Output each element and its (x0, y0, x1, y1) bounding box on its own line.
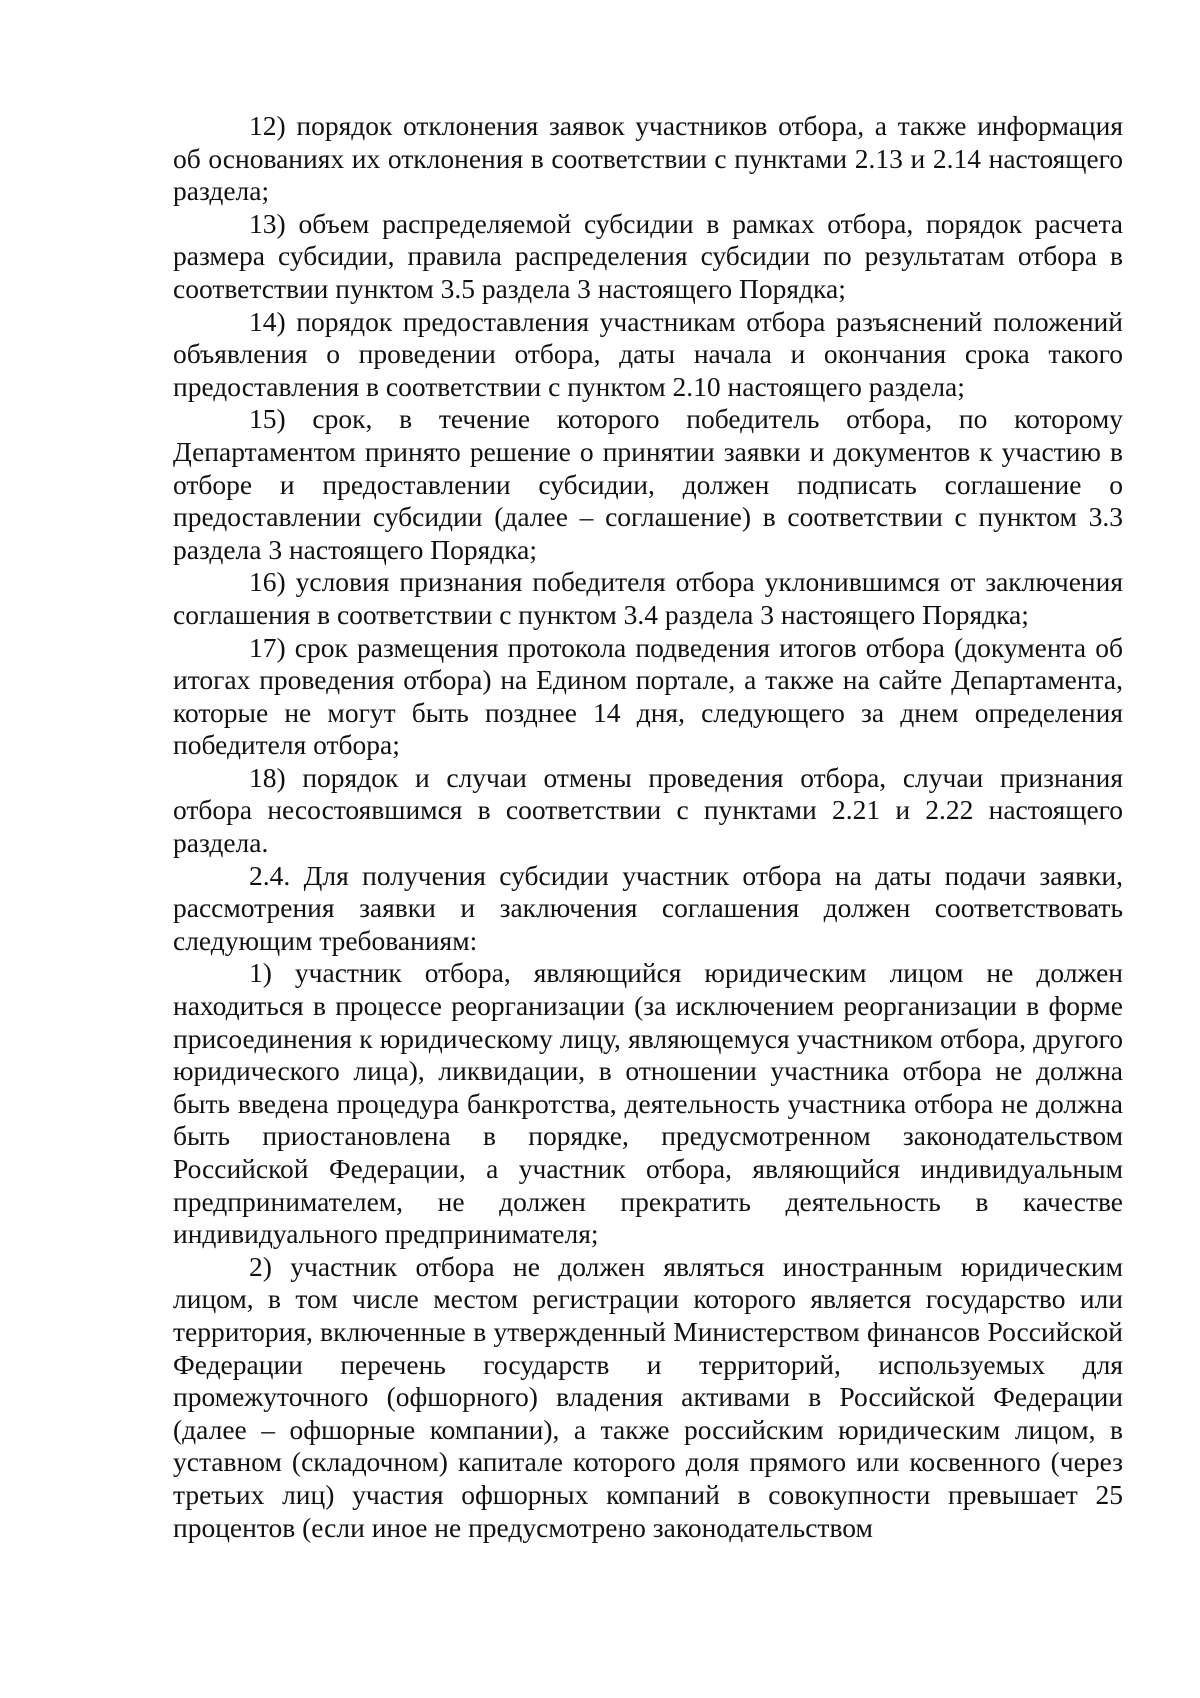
document-page (173, 110, 1123, 1544)
requirement-item-1: 1) участник отбора, являющийся юридическим лицом не должен находиться в процессе реорганизации (за исключением реорганизации в форме присоединения к юридическому лицу, являющемуся участником отбора, другого юридического лица), ликвидации, в отношении участника отбора не должна быть введена процедура банкротства, деятельность участника отбора не должна быть приостановлена в порядке, предусмотренном законодательством Российской Федерации, а участник отбора, являющийся индивидуальным предпринимателем, не должен прекратить деятельность в качестве индивидуального предпринимателя; (173, 957, 1123, 1250)
paragraph-item-18: 18) порядок и случаи отмены проведения отбора, случаи признания отбора несостоявшимся в соответствии с пунктами 2.21 и 2.22 настоящего раздела. (173, 761, 1123, 859)
paragraph-item-16: 16) условия признания победителя отбора уклонившимся от заключения соглашения в соответствии с пунктом 3.4 раздела 3 настоящего Порядка; (173, 566, 1123, 630)
paragraph-item-14: 14) порядок предоставления участникам отбора разъяснений положений объявления о проведении отбора, даты начала и окончания срока такого предоставления в соответствии с пунктом 2.10 настоящего раздела; (173, 305, 1123, 402)
paragraph-item-17: 17) срок размещения протокола подведения итогов отбора (документа об итогах проведения отбора) на Едином портале, а также на сайте Департамента, которые не могут быть позднее 14 дня, следующего за днем определения победителя отбора; (173, 631, 1123, 761)
requirement-item-2: 2) участник отбора не должен являться иностранным юридическим лицом, в том числе местом регистрации которого является государство или территория, включенные в утвержденный Министерством финансов Российской Федерации перечень государств и территорий, используемых для промежуточного (офшорного) владения активами в Российской Федерации (далее – офшорные компании), а также российским юридическим лицом, в уставном (складочном) капитале которого доля прямого или косвенного (через третьих лиц) участия офшорных компаний в совокупности превышает 25 процентов (если иное не предусмотрено законодательством (173, 1250, 1123, 1543)
paragraph-item-15: 15) срок, в течение которого победитель отбора, по которому Департаментом принято решение о принятии заявки и документов к участию в отборе и предоставлении субсидии, должен подписать соглашение о предоставлении субсидии (далее – соглашение) в соответствии с пунктом 3.3 раздела 3 настоящего Порядка; (173, 403, 1123, 565)
paragraph-item-13: 13) объем распределяемой субсидии в рамках отбора, порядок расчета размера субсидии, правила распределения субсидии по результатам отбора в соответствии пунктом 3.5 раздела 3 настоящего Порядка; (173, 207, 1123, 304)
section-2-4-paragraph: 2.4. Для получения субсидии участник отбора на даты подачи заявки, рассмотрения заявки и заключения соглашения должен соответствовать следующим требованиям: (173, 859, 1123, 956)
paragraph-item-12: 12) порядок отклонения заявок участников отбора, а также информация об основаниях их отклонения в соответствии с пунктами 2.13 и 2.14 настоящего раздела; (173, 110, 1123, 207)
